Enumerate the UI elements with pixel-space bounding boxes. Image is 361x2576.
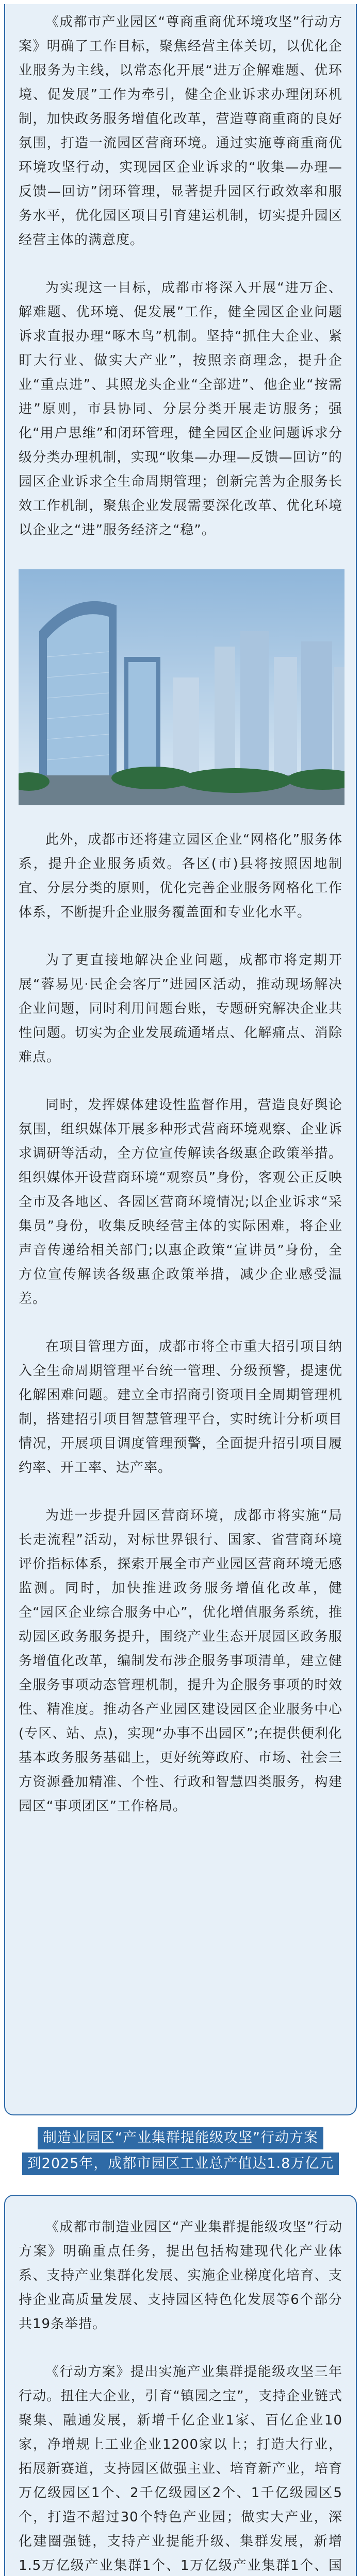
body-paragraph-8: 《成都市制造业园区“产业集群提能级攻坚”行动方案》明确重点任务，提出包括构建现代化产业体系、支持产业集群化发展、实施企业梯度化培育、支持企业高质量发展、支持园区特色化发展等6个部分共19条举措。 xyxy=(19,2219,342,2332)
building xyxy=(215,647,235,775)
body-paragraph-6: 在项目管理方面，成都市将全市重大招引项目纳入全生命周期管理平台统一管理、分级预警，提速优化解困难问题。建立全市招商引资项目全周期管理机制，搭建招引项目智慧管理平台，实时统计分析项目情况，开展项目调度管理预警，全面提升招引项目履约率、开工率、达产率。 xyxy=(19,1339,342,1476)
industrial-park-city-photo xyxy=(19,569,344,805)
tree xyxy=(178,768,292,793)
banner-title: 制造业园区“产业集群提能级攻坚”行动方案 xyxy=(38,2127,323,2149)
building xyxy=(301,641,332,775)
body-paragraph-5: 同时，发挥媒体建设性监督作用，营造良好舆论氛围，组织媒体开展多种形式营商环境观察、企业诉求调研等活动，全方位宣传解读各级惠企政策举措。组织媒体开设营商环境“观察员”身份，客观公正反映全市及各地区、各园区营商环境情况;以企业诉求“采集员”身份，收集反映经营主体的实际困难，将企业声音传递给相关部门;以惠企政策“宣讲员”身份，全方位宣传解读各级惠企政策举措，减少企业感受温差。 xyxy=(19,1097,342,1307)
section-banner xyxy=(4,2127,357,2175)
body-paragraph-3: 此外，成都市还将建立园区企业“网格化”服务体系，提升企业服务质效。各区(市)县将按照因地制宜、分层分类的原则，优化完善企业服务网格化工作体系，不断提升企业服务覆盖面和专业化水平。 xyxy=(19,832,342,920)
banner-subtitle: 到2025年，成都市园区工业总产值达1.8万亿元 xyxy=(22,2153,339,2175)
bottom-article-card xyxy=(4,2195,357,2576)
building xyxy=(274,657,297,775)
body-paragraph-4: 为了更直接地解决企业问题，成都市将定期开展“蓉易见·民企会客厅”进园区活动，推动现场解决企业问题，同时利用问题台账，专题研究解决企业共性问题。切实为企业发展疏通堵点、化解痛点、消除难点。 xyxy=(19,953,342,1065)
intro-paragraph-2: 为实现这一目标，成都市将深入开展“进万企、解难题、优环境、促发展”工作，健全园区企业问题诉求直报办理“啄木鸟”机制。坚持“抓住大企业、紧盯大行业、做实大产业”，按照亲商理念，提升企业“重点进”、其照龙头企业“全部进”、他企业“按需进”原则，市县协同、分层分类开展走访服务；强化“用户思维”和闭环管理，健全园区企业问题诉求分级分类办理机制，实现“收集—办理—反馈—回访”的园区企业诉求全生命周期管理；创新完善为企服务长效工作机制，聚焦企业发展需要深化改革、优化环境以企业之“进”服务经济之“稳”。 xyxy=(19,280,342,538)
body-paragraph-7: 为进一步提升园区营商环境，成都市将实施“局长走流程”活动，对标世界银行、国家、省营商环境评价指标体系，探索开展全市产业园区营商环境无感监测。同时，加快推进政务服务增值化改革，健全“园区企业综合服务中心”，优化增值服务系统，推动园区政务服务提升，围绕产业生态开展园区政务服务增值化改革，编制发布涉企服务事项清单，建立健全服务事项动态管理机制，提升为企服务事项的时效性、精准度。推动各产业园区建设园区企业服务中心(专区、站、点)，实现“办事不出园区”;在提供便利化基本政务服务基础上，更好统筹政府、市场、社会三方资源叠加精准、个性、行政和智慧四类服务，构建园区“事项团区”工作格局。 xyxy=(19,1508,342,1814)
building xyxy=(173,677,199,775)
building xyxy=(334,667,344,775)
body-paragraph-9: 《行动方案》提出实施产业集群提能级攻坚三年行动。扭住大企业，引育“镇园之宝”，支持企业链式聚集、融通发展，新增千亿企业1家、百亿企业10家，净增规上工业企业1200家以上；打造大行业，拓展新赛道，支持园区做强主业、培育新产业，培育万亿级园区1个、2千亿级园区2个、1千亿级园区5个，打造不超过30个特色产业园；做实大产业，深化建圈强链，支持产业提能升级、集群发展，新增1.5万亿级产业集群1个、1万亿级产业集群1个、国 xyxy=(19,2364,342,2573)
intro-paragraph-1: 《成都市产业园区“尊商重商优环境攻坚”行动方案》明确了工作目标，聚焦经营主体关切，以优化企业服务为主线，以常态化开展“进万企解难题、优环境、促发展”工作为牵引，健全企业诉求办理闭环机制，加快政务服务增值化改革，营造尊商重商的良好氛围，打造一流园区营商环境。通过实施尊商重商优环境攻坚行动，实现园区企业诉求的“收集—办理—反馈—回访”闭环管理，显著提升园区行政效率和服务水平，优化园区项目引育建运机制，切实提升园区经营主体的满意度。 xyxy=(19,14,342,248)
top-article-card xyxy=(4,4,357,2115)
building xyxy=(240,631,269,775)
